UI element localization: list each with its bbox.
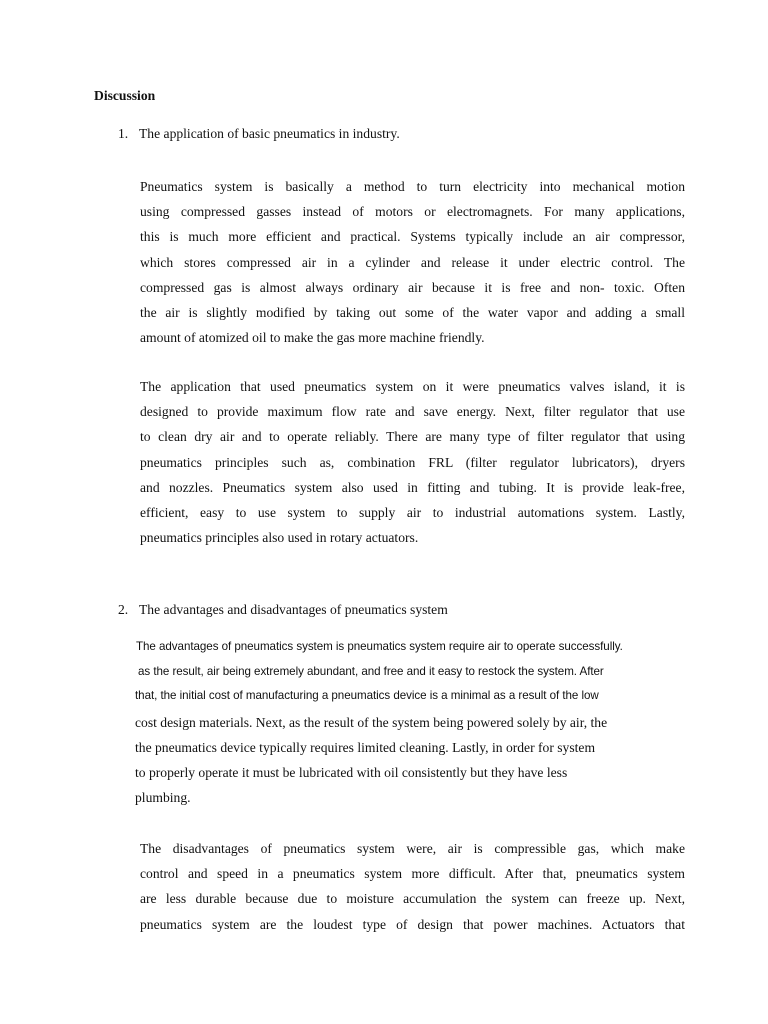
list-number: 1. bbox=[118, 126, 129, 141]
paragraph-4 bbox=[140, 836, 685, 937]
text-line: the pneumatics device typically requires limited cleaning. Lastly, in order for system bbox=[135, 740, 596, 755]
list-number: 2. bbox=[118, 602, 129, 617]
text-line: cost design materials. Next, as the result of the system being powered solely by air, the bbox=[135, 715, 608, 730]
paragraph-2 bbox=[140, 374, 685, 550]
text-line: pneumatics principles such as, combination FRL (filter regulator lubricators), dryers bbox=[140, 454, 685, 470]
text-line: designed to provide maximum flow rate and save energy. Next, filter regulator that use bbox=[140, 404, 685, 420]
text-line: The application that used pneumatics system on it were pneumatics valves island, it is bbox=[140, 379, 685, 394]
text-line: amount of atomized oil to make the gas more machine friendly. bbox=[140, 330, 485, 346]
text-line: compressed gas is almost always ordinary air because it is free and non- toxic. Often bbox=[140, 279, 685, 295]
text-line: that, the initial cost of manufacturing a pneumatics device is a minimal as a result of the low bbox=[135, 689, 599, 702]
text-line: are less durable because due to moisture accumulation the system can freeze up. Next, bbox=[140, 891, 685, 907]
text-line: pneumatics principles also used in rotary actuators. bbox=[140, 530, 419, 546]
text-line: the air is slightly modified by taking out some of the water vapor and adding a small bbox=[140, 305, 685, 321]
text-line: and nozzles. Pneumatics system also used in fitting and tubing. It is provide leak-free, bbox=[140, 479, 685, 495]
text-line: Pneumatics system is basically a method to turn electricity into mechanical motion bbox=[140, 179, 685, 194]
list-item-title: The advantages and disadvantages of pneumatics system bbox=[139, 602, 448, 617]
text-line: as the result, air being extremely abundant, and free and it easy to restock the system. After bbox=[138, 665, 604, 678]
text-line: this is much more efficient and practical. Systems typically include an air compressor, bbox=[140, 229, 685, 245]
list-item-1 bbox=[118, 126, 518, 144]
text-line: to clean dry air and to operate reliably. There are many type of filter regulator that using bbox=[140, 429, 685, 445]
text-line: which stores compressed air in a cylinder and release it under electric control. The bbox=[140, 254, 685, 270]
text-line: plumbing. bbox=[135, 790, 191, 805]
list-item-2 bbox=[118, 602, 538, 620]
text-line: The advantages of pneumatics system is pneumatics system require air to operate successfully. bbox=[136, 640, 623, 653]
text-line: efficient, easy to use system to supply air to industrial automations system. Lastly, bbox=[140, 505, 685, 521]
text-line: to properly operate it must be lubricated with oil consistently but they have less bbox=[135, 765, 568, 780]
text-line: pneumatics system are the loudest type of design that power machines. Actuators that bbox=[140, 916, 685, 932]
paragraph-1 bbox=[140, 174, 685, 350]
list-item-title: The application of basic pneumatics in industry. bbox=[139, 126, 400, 141]
text-line: using compressed gasses instead of motors or electromagnets. For many applications, bbox=[140, 204, 685, 220]
section-heading: Discussion bbox=[94, 88, 156, 103]
text-line: The disadvantages of pneumatics system were, air is compressible gas, which make bbox=[140, 841, 685, 856]
text-line: control and speed in a pneumatics system more difficult. After that, pneumatics system bbox=[140, 866, 685, 882]
